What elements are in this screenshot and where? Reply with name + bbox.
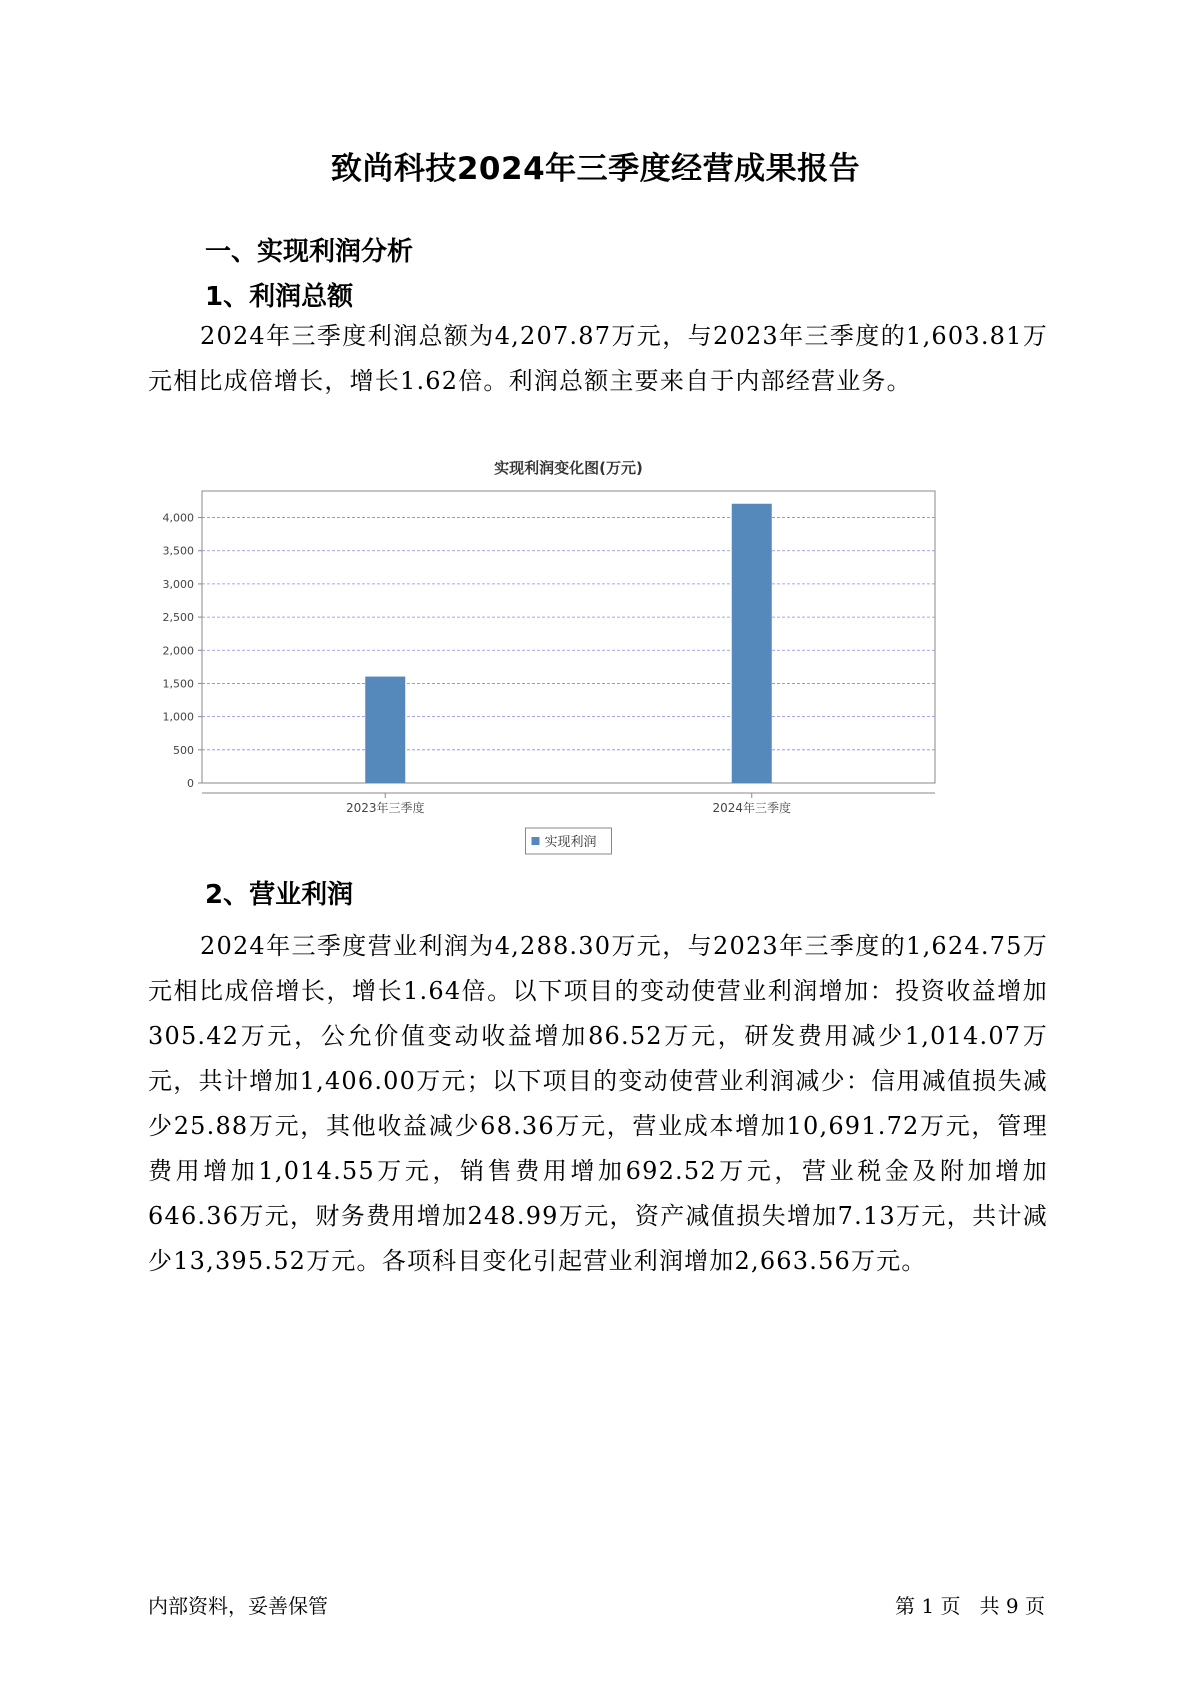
y-tick-label: 0 [187,777,194,790]
profit-bar-chart [150,455,1040,850]
paragraph-operating-profit: 2024年三季度营业利润为4,288.30万元，与2023年三季度的1,624.75万元相比成倍增长，增长1.64倍。以下项目的变动使营业利润增加：投资收益增加305.42万元，公允价值变动收益增加86.52万元，研发费用减少1,014.07万元，共计增加1,406.00万元；以下项目的变动使营业利润减少：信用减值损失减少25.88万元，其他收益减少68.36万元，营业成本增加10,691.72万元，管理费用增加1,014.55万元，销售费用增加692.52万元，营业税金及附加增加646.36万元，财务费用增加248.99万元，资产减值损失增加7.13万元，共计减少13,395.52万元。各项科目变化引起营业利润增加2,663.56万元。 [148,932,1048,1275]
y-tick-label: 2,500 [162,611,194,625]
footer-confidential-note: 内部资料，妥善保管 [148,1594,328,1618]
y-tick-label: 1,000 [162,710,194,724]
y-tick-label: 3,500 [162,544,194,558]
paragraph-total-profit: 2024年三季度利润总额为4,207.87万元，与2023年三季度的1,603.81万元相比成倍增长，增长1.62倍。利润总额主要来自于内部经营业务。 [148,322,1048,395]
legend-label: 实现利润 [544,835,597,850]
x-tick-label: 2023年三季度 [345,801,425,815]
y-tick-label: 1,500 [162,677,194,691]
section-heading-profit-analysis: 一、实现利润分析 [205,237,414,267]
x-tick-label: 2024年三季度 [712,801,792,815]
subsection-heading-total-profit: 1、利润总额 [205,282,354,312]
y-tick-label: 2,000 [162,644,194,658]
legend-swatch [532,837,540,845]
plot-area [202,491,935,783]
bar-2 [732,504,772,783]
subsection-heading-operating-profit: 2、营业利润 [205,880,354,910]
y-tick-label: 500 [173,743,194,757]
footer-page-number: 第 1 页 共 9 页 [895,1594,1045,1618]
y-tick-label: 4,000 [162,511,194,525]
document-title: 致尚科技2024年三季度经营成果报告 [330,151,861,187]
y-tick-label: 3,000 [162,577,194,591]
bar-1 [365,677,405,783]
chart-title: 实现利润变化图(万元) [494,459,643,477]
